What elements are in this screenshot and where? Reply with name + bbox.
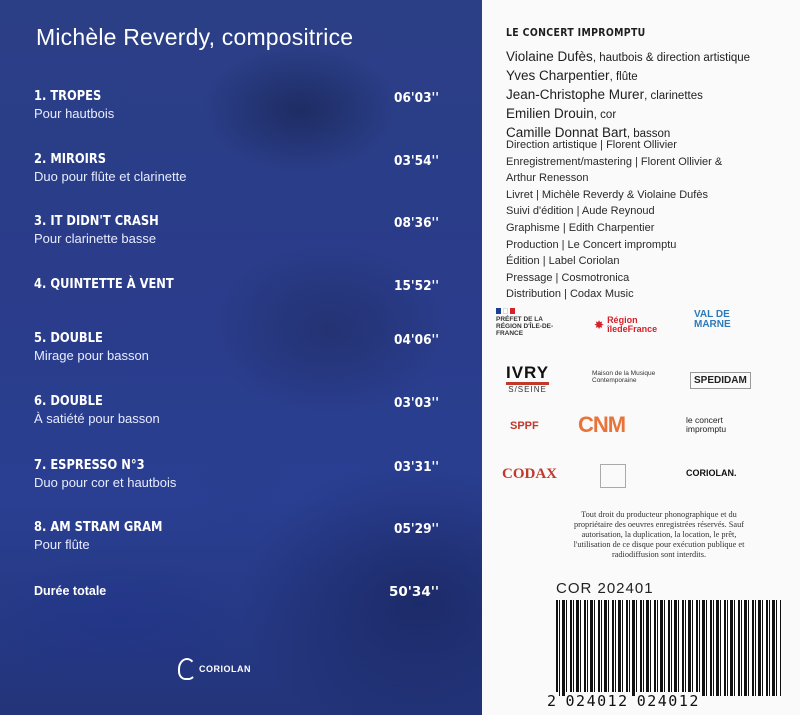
track-item — [34, 393, 439, 426]
track-subtitle: Pour clarinette basse — [34, 231, 157, 246]
track-title: 2. MIROIRS — [34, 151, 106, 167]
credit-line: Livret | Michèle Reverdy & Violaine Dufès — [506, 188, 708, 201]
concert-impromptu-logo: le concert impromptu — [686, 415, 727, 434]
track-item — [34, 519, 439, 552]
musicians-list — [506, 48, 750, 143]
track-item — [34, 330, 439, 363]
codax-logo: CODAX — [502, 466, 557, 482]
sppf-logo: SPPF — [510, 420, 539, 432]
musician-item — [506, 86, 750, 105]
track-duration: 03'54'' — [394, 153, 439, 169]
track-subtitle: Pour hautbois — [34, 106, 115, 121]
credit-line: Arthur Renesson — [506, 172, 589, 185]
credit-line: Suivi d'édition | Aude Reynoud — [506, 205, 655, 218]
track-title: 8. AM STRAM GRAM — [34, 519, 163, 535]
val-de-marne-logo: VAL DE MARNE — [694, 309, 731, 330]
track-duration: 04'06'' — [394, 332, 439, 348]
ivry-logo: IVRY S/SEINE — [506, 363, 550, 394]
credit-line: Distribution | Codax Music — [506, 288, 634, 301]
credit-line: Édition | Label Coriolan — [506, 255, 620, 268]
musician-role: , basson — [626, 128, 671, 140]
musician-name: Emilien Drouin — [506, 106, 594, 121]
track-title: 6. DOUBLE — [34, 393, 103, 409]
album-back-right-panel — [482, 0, 800, 715]
coriolan-logo-text: CORIOLAN — [199, 664, 251, 674]
track-title: 3. IT DIDN'T CRASH — [34, 213, 159, 229]
credits-list — [506, 137, 722, 303]
track-item — [34, 276, 439, 292]
track-duration: 03'03'' — [394, 395, 439, 411]
credit-line: Production | Le Concert impromptu — [506, 238, 677, 251]
musician-name: Yves Charpentier — [506, 68, 610, 83]
track-subtitle: À satiété pour basson — [34, 411, 160, 426]
musician-role: , flûte — [609, 71, 638, 83]
track-subtitle: Mirage pour basson — [34, 348, 149, 363]
total-duration-row — [34, 584, 439, 598]
track-duration: 15'52'' — [394, 278, 439, 294]
musician-name: Violaine Dufès — [506, 49, 593, 64]
musician-item — [506, 67, 750, 86]
track-title: 1. TROPES — [34, 88, 102, 104]
musician-item — [506, 48, 750, 67]
prefet-logo: PRÉFET DE LA RÉGION D'ÎLE-DE-FRANCE — [496, 308, 566, 337]
musician-item — [506, 105, 750, 124]
credit-line: Pressage | Cosmotronica — [506, 271, 630, 284]
barcode-digit-group: 024012 — [636, 692, 700, 710]
track-title: 4. QUINTETTE À VENT — [34, 276, 174, 292]
partner-emblem-icon — [600, 464, 626, 488]
credit-line: Graphisme | Edith Charpentier — [506, 221, 655, 234]
track-item — [34, 88, 439, 121]
musician-role: , hautbois & direction artistique — [592, 52, 751, 64]
track-title: 5. DOUBLE — [34, 330, 103, 346]
french-flag-icon — [496, 308, 566, 314]
barcode-digit-group: 2 — [547, 692, 558, 710]
track-item — [34, 213, 439, 246]
barcode-icon — [556, 600, 781, 696]
barcode-digits — [546, 692, 786, 710]
coriolan-mark-icon — [178, 658, 196, 680]
track-subtitle: Pour flûte — [34, 537, 90, 552]
barcode-digit-group: 024012 — [565, 692, 629, 710]
track-duration: 03'31'' — [394, 459, 439, 475]
total-duration-value: 50'34'' — [389, 584, 439, 600]
maison-musique-logo: Maison de la Musique Contemporaine — [592, 370, 656, 384]
total-duration-label: Durée totale — [34, 584, 107, 598]
region-star-icon: ✸ — [594, 318, 605, 332]
cnm-logo: CNM — [578, 412, 626, 437]
region-idf-logo: ✸ Région îledeFrance — [594, 315, 658, 334]
track-duration: 08'36'' — [394, 215, 439, 231]
track-item — [34, 457, 439, 490]
track-duration: 05'29'' — [394, 521, 439, 537]
credit-line: Direction artistique | Florent Ollivier — [506, 139, 677, 151]
coriolan-logo — [178, 658, 251, 680]
legal-notice: Tout droit du producteur phonographique et du propriétaire des oeuvres enregistrées réservés. Sauf autorisation, la duplication, la location, le prêt, l'utilisation de ce disque pour exécution publique et radiodiffusion sont interdits. — [573, 510, 745, 559]
spedidam-logo: SPEDIDAM — [690, 372, 751, 389]
track-subtitle: Duo pour cor et hautbois — [34, 475, 177, 490]
credit-line: Enregistrement/mastering | Florent Ollivier & — [506, 155, 723, 168]
track-duration: 06'03'' — [394, 90, 439, 106]
track-subtitle: Duo pour flûte et clarinette — [34, 169, 187, 184]
musician-role: , cor — [593, 109, 617, 121]
catalog-number: COR 202401 — [556, 580, 654, 597]
track-title: 7. ESPRESSO N°3 — [34, 457, 145, 473]
ensemble-name: LE CONCERT IMPROMPTU — [506, 26, 646, 39]
musician-name: Camille Donnat Bart — [506, 125, 627, 140]
track-item — [34, 151, 439, 184]
musician-name: Jean-Christophe Murer — [506, 87, 645, 102]
composer-title: Michèle Reverdy, compositrice — [36, 24, 354, 50]
musician-role: , clarinettes — [644, 90, 703, 102]
coriolan-partner-logo: CORIOLAN. — [686, 468, 737, 478]
